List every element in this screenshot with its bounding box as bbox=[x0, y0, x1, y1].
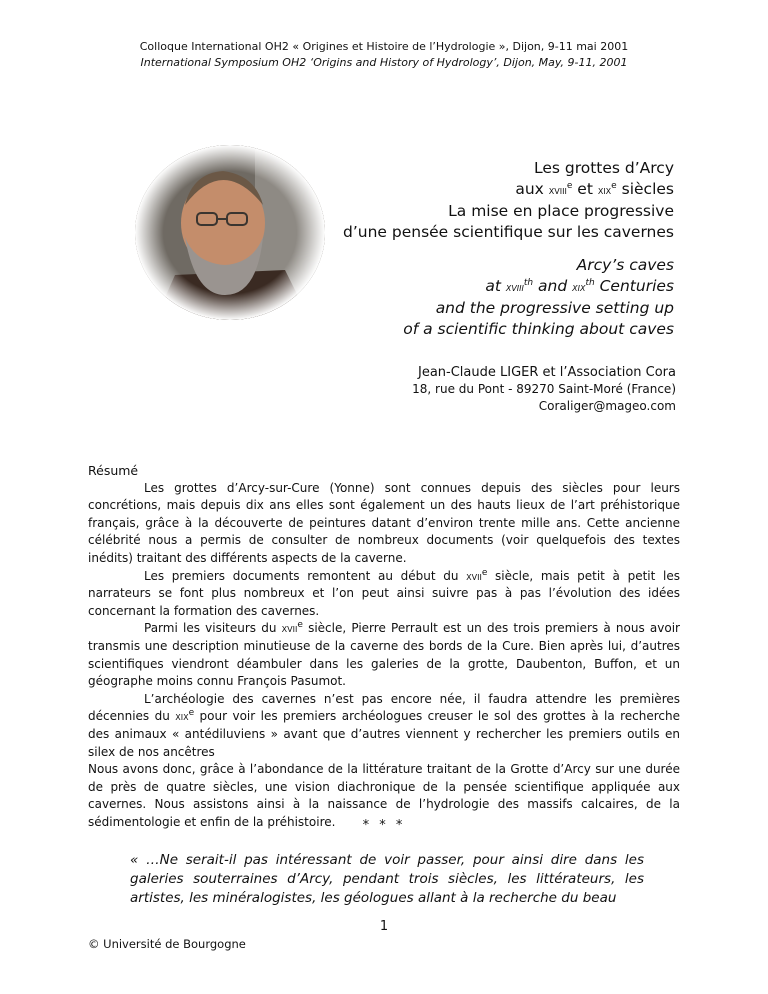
superscript-e: e bbox=[297, 620, 303, 631]
abstract-p4-end: pour voir les premiers archéologues creuser le sol des grottes à la recherche des animaux « antédiluviens » avant que d’autres viennent y rechercher les premiers outils en silex de nos ancêtres bbox=[88, 709, 680, 759]
title-fr-line1: Les grottes d’Arcy bbox=[533, 159, 674, 177]
title-fr-line2-post: siècles bbox=[616, 180, 674, 198]
title-english bbox=[254, 255, 674, 340]
title-fr-line3: La mise en place progressive bbox=[448, 202, 674, 220]
conference-header-fr: Colloque International OH2 « Origines et Histoire de l’Hydrologie », Dijon, 9-11 mai 2001 bbox=[139, 40, 629, 53]
century-17: xvii bbox=[281, 621, 298, 636]
century-17: xvii bbox=[466, 568, 482, 583]
title-en-line2-post: Centuries bbox=[594, 277, 674, 295]
copyright-footer: © Université de Bourgogne bbox=[88, 937, 246, 951]
superscript-e: e bbox=[611, 180, 617, 191]
superscript-e: e bbox=[481, 567, 488, 578]
century-18: xviii bbox=[548, 183, 567, 197]
title-french bbox=[254, 158, 674, 243]
title-en-line3: and the progressive setting up bbox=[435, 299, 674, 317]
title-fr-line2-mid: et bbox=[572, 180, 598, 198]
conference-header-en: International Symposium OH2 ‘Origins and History of Hydrology’, Dijon, May, 9-11, 2001 bbox=[140, 56, 628, 69]
abstract-p4-start: L’archéologie des cavernes n’est pas encore née, il faudra attendre les premières décennies du bbox=[88, 691, 680, 724]
century-18: xviii bbox=[505, 280, 524, 294]
section-separator: * * * bbox=[362, 818, 406, 833]
abstract-paragraph-5: Nous avons donc, grâce à l’abondance de la littérature traitant de la Grotte d’Arcy sur une durée de près de quatre siècles, une vision diachronique de la pensée scientifique appliquée aux cavernes. Nous assistons ainsi à la naissance de l’hydrologie des massifs calcaires, de la sédimentologie et enfin de la préhistoire. bbox=[88, 762, 680, 829]
abstract-p2-start: Les premiers documents remontent au début du bbox=[144, 568, 467, 583]
superscript-th: th bbox=[523, 277, 534, 288]
title-en-line2 bbox=[254, 276, 674, 298]
superscript-e: e bbox=[566, 180, 573, 191]
author-address: 18, rue du Pont - 89270 Saint-Moré (France) bbox=[412, 382, 676, 396]
title-fr-line4: d’une pensée scientifique sur les cavernes bbox=[343, 223, 674, 241]
author-email: Coraliger@mageo.com bbox=[538, 399, 676, 413]
century-19: xix bbox=[597, 183, 612, 197]
abstract-paragraph-4 bbox=[88, 691, 680, 761]
title-en-line4: of a scientific thinking about caves bbox=[403, 320, 674, 338]
abstract-p2-end: siècle, mais petit à petit les narrateurs se font plus nombreux et l’on peut ainsi suivre pas à pas l’évolution des idées concernant la formation des cavernes. bbox=[88, 568, 680, 618]
title-en-line2-mid: and bbox=[533, 277, 573, 295]
abstract-paragraph-1: Les grottes d’Arcy-sur-Cure (Yonne) sont connues depuis des siècles pour leurs concrétions, mais depuis dix ans elles sont également un des hauts lieux de l’art préhistorique français, grâce à la découverte de peintures datant d’environ trente mille ans. Cette ancienne célébrité nous a permis de consulter de nombreux documents (voir quelquefois des textes inédits) traitant des différents aspects de la caverne. bbox=[88, 480, 680, 565]
abstract-paragraph-3 bbox=[88, 620, 680, 690]
title-fr-line2 bbox=[254, 179, 674, 201]
author-name: Jean-Claude LIGER et l’Association Cora bbox=[417, 365, 676, 380]
superscript-e: e bbox=[188, 708, 195, 719]
abstract-paragraph-2 bbox=[88, 568, 680, 621]
abstract-section bbox=[88, 462, 680, 831]
abstract-title: Résumé bbox=[88, 463, 139, 478]
page-number: 1 bbox=[379, 919, 389, 934]
title-en-line1: Arcy’s caves bbox=[576, 256, 674, 274]
abstract-p3-start: Parmi les visiteurs du bbox=[144, 621, 282, 636]
century-19: xix bbox=[175, 709, 189, 724]
abstract-p3-end: siècle, Pierre Perrault est un des trois premiers à nous avoir transmis une description minutieuse de la caverne des bords de la Cure. Bien après lui, d’autres scientifiques viendront déambuler dans les galeries de la grotte, Daubenton, Buffon, et un géographe moins connu François Pasumot. bbox=[88, 621, 680, 689]
title-fr-line2-pre: aux bbox=[515, 180, 549, 198]
century-19: xix bbox=[572, 280, 586, 294]
quotation: « …Ne serait-il pas intéressant de voir passer, pour ainsi dire dans les galeries souterraines d’Arcy, pendant trois siècles, les littérateurs, les artistes, les minéralogistes, les géologues allant à la recherche du beau bbox=[130, 852, 644, 906]
title-en-line2-pre: at bbox=[485, 277, 506, 295]
superscript-th: th bbox=[585, 277, 595, 288]
